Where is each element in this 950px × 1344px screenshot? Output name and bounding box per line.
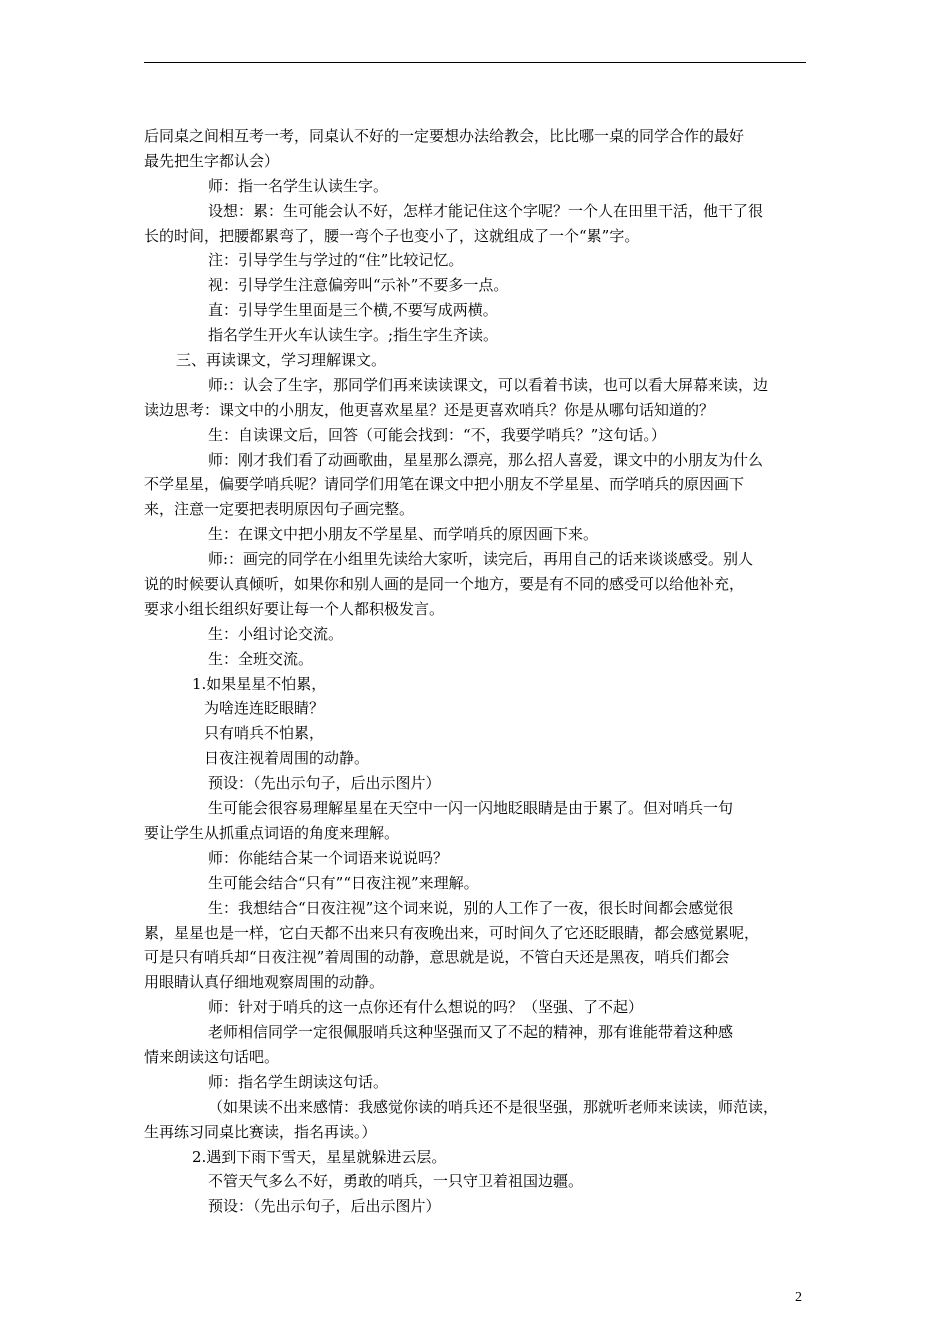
text-line: 生：在课文中把小朋友不学星星、而学哨兵的原因画下来。 — [208, 525, 599, 544]
text-line: （如果读不出来感情：我感觉你读的哨兵还不是很坚强，那就听老师来读读，师范读， — [208, 1097, 779, 1116]
text-line: 可是只有哨兵却“日夜注视”着周围的动静，意思就是说，不管白天还是黑夜，哨兵们都会 — [144, 948, 730, 967]
text-line: 师:：认会了生字，那同学们再来读读课文，可以看着书读，也可以看大屏幕来读，边 — [208, 375, 769, 394]
text-line: 来，注意一定要把表明原因句子画完整。 — [144, 500, 415, 519]
text-line: 师：刚才我们看了动画歌曲，星星那么漂亮，那么招人喜爱，课文中的小朋友为什么 — [208, 450, 764, 469]
text-line: 最先把生字都认会） — [144, 151, 280, 170]
text-line: 生：小组讨论交流。 — [208, 624, 344, 643]
text-line: 视：引导学生注意偏旁叫“示补”不要多一点。 — [208, 276, 509, 295]
text-line: 读边思考：课文中的小朋友，他更喜欢星星？还是更喜欢哨兵？你是从哪句话知道的？ — [144, 400, 715, 419]
text-line: 不管天气多么不好，勇敢的哨兵，一只守卫着祖国边疆。 — [208, 1172, 584, 1191]
text-line: 注：引导学生与学过的“住”比较记忆。 — [208, 251, 464, 270]
page-number: 2 — [795, 1290, 802, 1305]
text-line: 日夜注视着周围的动静。 — [204, 749, 370, 768]
text-line: 直：引导学生里面是三个横,不要写成两横。 — [208, 301, 498, 320]
text-line: 预设：（先出示句子，后出示图片） — [208, 1197, 441, 1216]
text-line: 1.如果星星不怕累， — [192, 674, 327, 693]
text-line: 师：指名学生朗读这句话。 — [208, 1072, 389, 1091]
text-line: 生：全班交流。 — [208, 649, 314, 668]
text-line: 累，星星也是一样，它白天都不出来只有夜晚出来，可时间久了它还眨眼睛，都会感觉累呢， — [144, 923, 760, 942]
text-line: 生：自读课文后，回答（可能会找到：“不，我要学哨兵？”这句话。） — [208, 425, 666, 444]
text-line: 设想：累：生可能会认不好，怎样才能记住这个字呢？一个人在田里干活，他干了很 — [208, 201, 764, 220]
text-line: 只有哨兵不怕累， — [204, 724, 325, 743]
text-line: 生再练习同桌比赛读，指名再读。） — [144, 1122, 377, 1141]
text-line: 指名学生开火车认读生字。;指生字生齐读。 — [208, 326, 499, 345]
text-line: 要让学生从抓重点词语的角度来理解。 — [144, 823, 400, 842]
text-line: 生可能会结合“只有”“日夜注视”来理解。 — [208, 873, 479, 892]
text-line: 老师相信同学一定很佩服哨兵这种坚强而又了不起的精神，那有谁能带着这种感 — [208, 1023, 734, 1042]
text-line: 三、再读课文，学习理解课文。 — [176, 351, 387, 370]
text-line: 不学星星，偏要学哨兵呢？请同学们用笔在课文中把小朋友不学星星、而学哨兵的原因画下 — [144, 475, 745, 494]
text-line: 情来朗读这句话吧。 — [144, 1047, 280, 1066]
text-line: 生：我想结合“日夜注视”这个词来说，别的人工作了一夜，很长时间都会感觉很 — [208, 898, 734, 917]
text-line: 师:：画完的同学在小组里先读给大家听，读完后，再用自己的话来谈谈感受。别人 — [208, 550, 754, 569]
text-line: 长的时间，把腰都累弯了，腰一弯个子也变小了，这就组成了一个“累”字。 — [144, 226, 640, 245]
text-line: 要求小组长组织好要让每一个人都积极发言。 — [144, 599, 445, 618]
text-line: 说的时候要认真倾听，如果你和别人画的是同一个地方，要是有不同的感受可以给他补充， — [144, 575, 745, 594]
text-line: 用眼睛认真仔细地观察周围的动静。 — [144, 973, 385, 992]
document-body — [144, 124, 808, 1219]
text-line: 预设：（先出示句子，后出示图片） — [208, 774, 441, 793]
header-rule — [144, 62, 806, 63]
text-line: 师：指一名学生认读生字。 — [208, 176, 389, 195]
text-line: 生可能会很容易理解星星在天空中一闪一闪地眨眼睛是由于累了。但对哨兵一句 — [208, 799, 734, 818]
text-line: 2.遇到下雨下雪天，星星就躲进云层。 — [192, 1147, 447, 1166]
text-line: 师：针对于哨兵的这一点你还有什么想说的吗？（坚强、了不起） — [208, 998, 644, 1017]
text-line: 师：你能结合某一个词语来说说吗？ — [208, 848, 449, 867]
text-line: 后同桌之间相互考一考，同桌认不好的一定要想办法给教会，比比哪一桌的同学合作的最好 — [144, 127, 745, 145]
text-line: 为啥连连眨眼睛？ — [204, 699, 325, 718]
